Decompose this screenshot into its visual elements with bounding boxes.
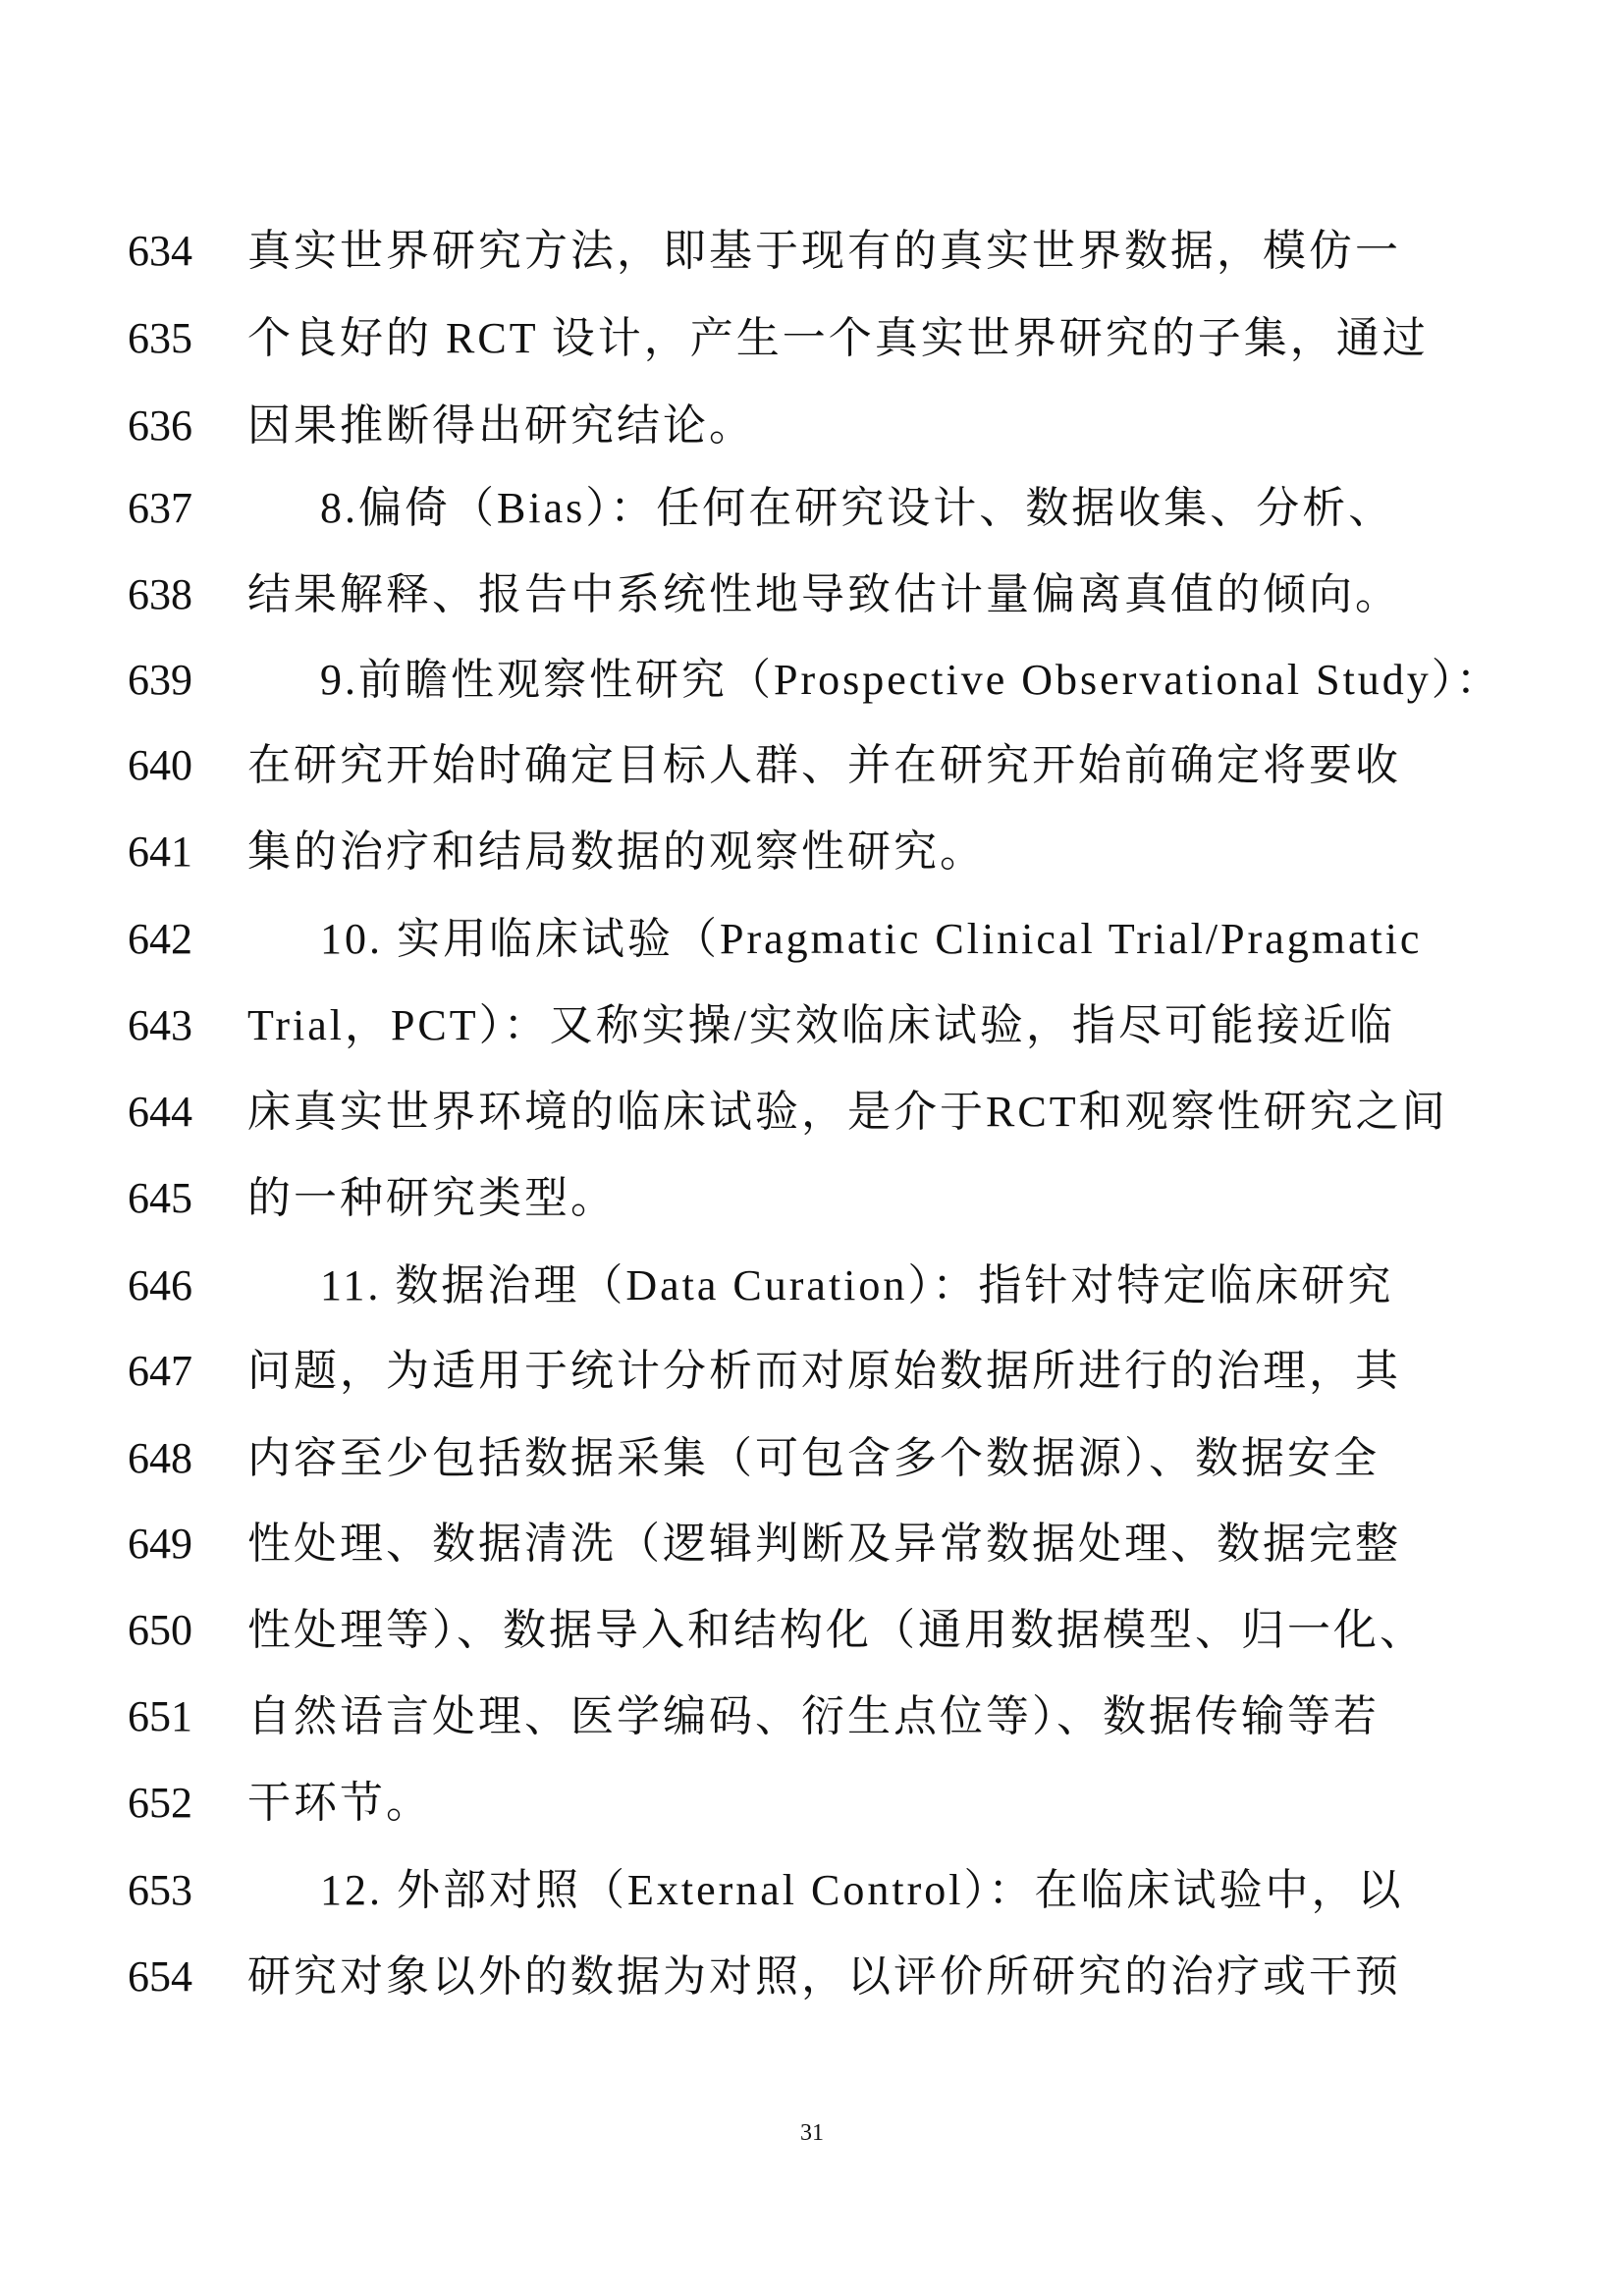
line-number: 649 — [128, 1520, 192, 1568]
document-line — [0, 1247, 1624, 1325]
line-text: 9.前瞻性观察性研究（Prospective Observational Study）： — [320, 656, 1502, 704]
line-number: 635 — [128, 314, 192, 362]
line-text: 研究对象以外的数据为对照，以评价所研究的治疗或干预 — [247, 1952, 1401, 2001]
line-text: 在研究开始时确定目标人群、并在研究开始前确定将要收 — [247, 741, 1401, 789]
page-number: 31 — [800, 2120, 824, 2146]
line-number: 636 — [128, 401, 192, 450]
line-number: 638 — [128, 570, 192, 618]
line-text: 问题，为适用于统计分析而对原始数据所进行的治理，其 — [247, 1347, 1401, 1395]
line-number: 634 — [128, 227, 192, 275]
line-text: 真实世界研究方法，即基于现有的真实世界数据，模仿一 — [247, 227, 1401, 275]
document-line — [0, 900, 1624, 979]
document-line — [0, 469, 1624, 548]
document-line — [0, 1332, 1624, 1411]
line-number: 640 — [128, 741, 192, 789]
line-number: 650 — [128, 1606, 192, 1654]
line-number: 642 — [128, 915, 192, 963]
document-line — [0, 1505, 1624, 1583]
document-line — [0, 1159, 1624, 1238]
document-line — [0, 1073, 1624, 1151]
line-text: 床真实世界环境的临床试验，是介于RCT和观察性研究之间 — [247, 1088, 1448, 1136]
line-number: 651 — [128, 1692, 192, 1740]
line-text: 干环节。 — [247, 1779, 432, 1827]
line-text: 8.偏倚（Bias）：任何在研究设计、数据收集、分析、 — [320, 484, 1395, 532]
line-text: 集的治疗和结局数据的观察性研究。 — [247, 828, 986, 876]
line-text: 10. 实用临床试验（Pragmatic Clinical Trial/Pragmatic — [320, 915, 1423, 963]
document-line — [0, 299, 1624, 378]
document-line — [0, 726, 1624, 805]
line-number: 653 — [128, 1866, 192, 1914]
line-text: 自然语言处理、医学编码、衍生点位等）、数据传输等若 — [247, 1692, 1380, 1740]
document-line — [0, 1419, 1624, 1498]
line-number: 648 — [128, 1434, 192, 1482]
line-number: 654 — [128, 1952, 192, 2001]
document-line — [0, 1938, 1624, 2016]
line-number: 647 — [128, 1347, 192, 1395]
line-number: 644 — [128, 1088, 192, 1136]
document-line — [0, 987, 1624, 1065]
document-line — [0, 1764, 1624, 1842]
line-number: 652 — [128, 1779, 192, 1827]
document-line — [0, 556, 1624, 634]
document-line — [0, 813, 1624, 891]
document-line — [0, 1591, 1624, 1670]
line-text: 内容至少包括数据采集（可包含多个数据源）、数据安全 — [247, 1434, 1380, 1482]
line-text: 因果推断得出研究结论。 — [247, 401, 755, 450]
line-text: 个良好的 RCT 设计，产生一个真实世界研究的子集，通过 — [247, 314, 1429, 362]
line-text: 性处理等）、数据导入和结构化（通用数据模型、归一化、 — [247, 1606, 1426, 1654]
line-text: 性处理、数据清洗（逻辑判断及异常数据处理、数据完整 — [247, 1520, 1401, 1568]
line-text: 结果解释、报告中系统性地导致估计量偏离真值的倾向。 — [247, 570, 1401, 618]
document-line — [0, 387, 1624, 465]
line-number: 641 — [128, 828, 192, 876]
line-number: 646 — [128, 1261, 192, 1309]
line-text: 11. 数据治理（Data Curation）：指针对特定临床研究 — [320, 1261, 1394, 1309]
document-line — [0, 641, 1624, 720]
document-line — [0, 212, 1624, 291]
line-number: 643 — [128, 1001, 192, 1049]
line-number: 637 — [128, 484, 192, 532]
line-text: 的一种研究类型。 — [247, 1174, 617, 1222]
line-number: 645 — [128, 1174, 192, 1222]
line-number: 639 — [128, 656, 192, 704]
line-text: 12. 外部对照（External Control）：在临床试验中，以 — [320, 1866, 1404, 1914]
line-text: Trial，PCT）：又称实操/实效临床试验，指尽可能接近临 — [247, 1001, 1395, 1049]
document-line — [0, 1851, 1624, 1930]
document-line — [0, 1678, 1624, 1756]
